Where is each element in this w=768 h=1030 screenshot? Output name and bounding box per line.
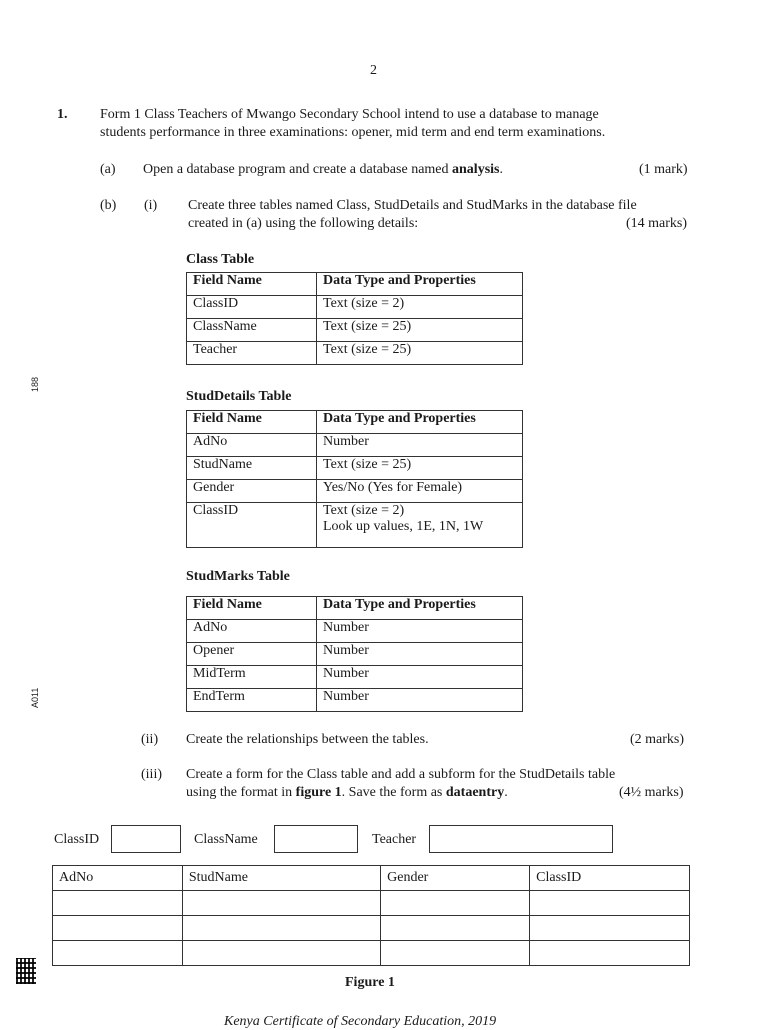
header-field-name: Field Name [187,273,317,296]
teacher-label: Teacher [372,832,417,847]
part-b-i-line2: created in (a) using the following details: [188,216,419,231]
table-row [187,689,523,712]
data-type-cell: Text (size = 25) [317,342,523,365]
part-a-text-plain: Open a database program and create a database named [143,162,453,177]
table-row [187,319,523,342]
figure-caption: Figure 1 [345,975,395,990]
class-table-title: Class Table [186,252,255,267]
part-b-iii-marks: (4½ marks) [619,785,684,800]
empty-cell [182,916,380,941]
line2-text: . [504,785,508,800]
lookup-values-line: Look up values, 1E, 1N, 1W [323,519,484,534]
footer-text: Kenya Certificate of Secondary Education, 2019 [224,1014,497,1029]
subform-header-gender: Gender [381,866,530,891]
field-name-cell: Opener [187,643,317,666]
class-table [186,272,523,365]
header-data-type: Data Type and Properties [317,411,523,434]
part-b-ii-marks: (2 marks) [630,732,685,747]
part-b-ii-text: Create the relationships between the tables. [186,732,429,747]
table-header-row [187,597,523,620]
qr-code-icon [16,958,36,984]
classid-textbox [111,825,181,853]
table-row [187,643,523,666]
part-b-ii-label: (ii) [141,732,159,747]
data-type-line: Text (size = 2) [323,503,405,518]
empty-cell [530,891,690,916]
studdetails-table [186,410,523,548]
question-intro-line1: Form 1 Class Teachers of Mwango Secondary School intend to use a database to manage [100,107,599,122]
empty-cell [381,941,530,966]
table-row [187,480,523,503]
classname-textbox [274,825,358,853]
part-b-i-label: (i) [144,198,158,213]
empty-cell [53,891,183,916]
empty-cell [182,941,380,966]
part-a-marks: (1 mark) [639,162,688,177]
data-type-cell: Text (size = 25) [317,457,523,480]
part-b-label: (b) [100,198,117,213]
table-row [187,342,523,365]
field-name-cell: Teacher [187,342,317,365]
classid-label: ClassID [54,832,100,847]
teacher-textbox [429,825,613,853]
side-code-188: 188 [30,376,40,392]
table-row [187,457,523,480]
question-intro-line2: students performance in three examinations: opener, mid term and end term examinations. [100,125,606,140]
part-a-text [143,162,503,178]
line2-text: . Save the form as [341,785,446,800]
table-row [187,503,523,548]
part-b-iii-line1: Create a form for the Class table and add a subform for the StudDetails table [186,767,616,782]
subform-empty-row [53,916,690,941]
field-name-cell: StudName [187,457,317,480]
empty-cell [530,916,690,941]
header-field-name: Field Name [187,411,317,434]
data-type-cell: Text (size = 25) [317,319,523,342]
studdetails-table-title: StudDetails Table [186,389,292,404]
subform-header-row [53,866,690,891]
subform-header-adno: AdNo [53,866,183,891]
data-type-cell: Number [317,620,523,643]
classname-label: ClassName [194,832,258,847]
field-name-cell: Gender [187,480,317,503]
part-b-i-marks: (14 marks) [626,216,688,231]
form-name: dataentry [445,785,505,800]
data-type-cell: Number [317,689,523,712]
part-a-text-end: . [499,162,503,177]
empty-cell [381,891,530,916]
field-name-cell: MidTerm [187,666,317,689]
field-name-cell: AdNo [187,434,317,457]
side-code-a011: A011 [30,687,40,708]
line2-text: using the format in [186,785,296,800]
subform-header-studname: StudName [182,866,380,891]
part-b-iii-line2 [186,785,508,801]
empty-cell [53,941,183,966]
empty-cell [530,941,690,966]
empty-cell [182,891,380,916]
question-number: 1. [57,107,68,122]
empty-cell [53,916,183,941]
subform-table [52,865,690,966]
page-number: 2 [370,63,377,78]
data-type-cell: Number [317,643,523,666]
table-header-row [187,273,523,296]
figure-reference: figure 1 [295,785,342,800]
data-type-cell: Number [317,434,523,457]
subform-empty-row [53,891,690,916]
field-name-cell: ClassName [187,319,317,342]
header-data-type: Data Type and Properties [317,597,523,620]
subform-empty-row [53,941,690,966]
field-name-cell: EndTerm [187,689,317,712]
table-row [187,434,523,457]
header-field-name: Field Name [187,597,317,620]
part-b-iii-label: (iii) [141,767,162,782]
data-type-cell: Yes/No (Yes for Female) [317,480,523,503]
field-name-cell: ClassID [187,503,317,548]
field-name-cell: ClassID [187,296,317,319]
part-a-label: (a) [100,162,116,177]
field-name-cell: AdNo [187,620,317,643]
table-row [187,296,523,319]
part-b-i-line1: Create three tables named Class, StudDetails and StudMarks in the database file [188,198,637,213]
table-row [187,666,523,689]
header-data-type: Data Type and Properties [317,273,523,296]
studmarks-table [186,596,523,712]
data-type-cell [317,503,523,548]
subform-header-classid: ClassID [530,866,690,891]
database-name: analysis [452,162,500,177]
studmarks-table-title: StudMarks Table [186,569,290,584]
data-type-cell: Text (size = 2) [317,296,523,319]
empty-cell [381,916,530,941]
table-header-row [187,411,523,434]
table-row [187,620,523,643]
data-type-cell: Number [317,666,523,689]
